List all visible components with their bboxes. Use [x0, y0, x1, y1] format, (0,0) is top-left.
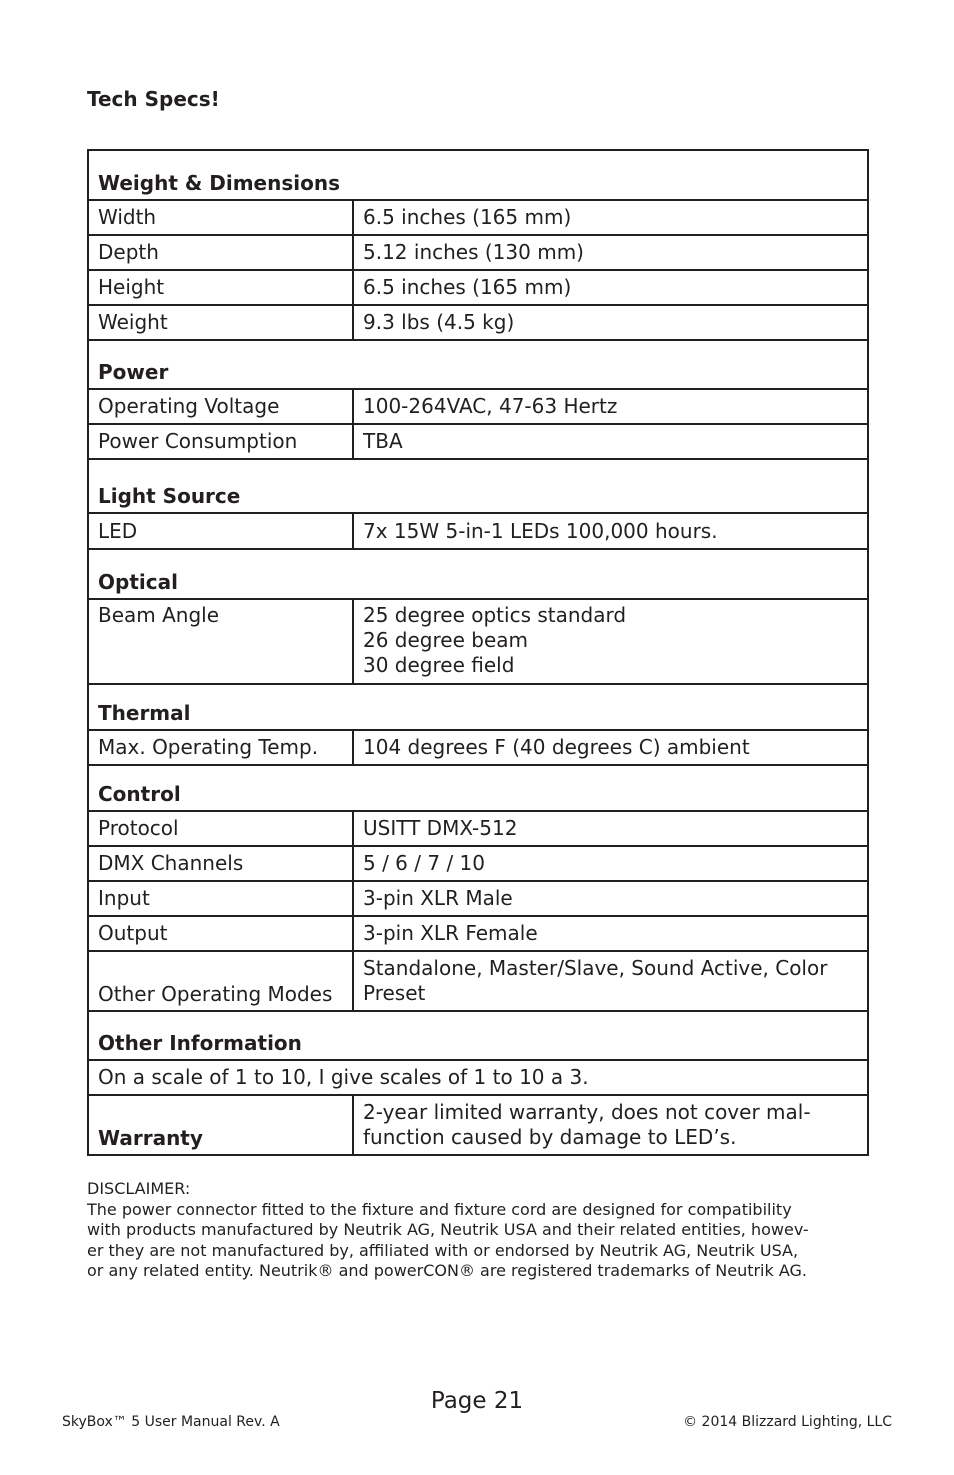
spec-label: LED: [88, 513, 353, 549]
table-row: [88, 1060, 868, 1095]
spec-value: 6.5 inches (165 mm): [353, 200, 868, 235]
table-row: [88, 200, 868, 235]
spec-label: Operating Voltage: [88, 389, 353, 424]
disclaimer-line: with products manufactured by Neutrik AG, Neutrik USA and their related entities, howev-: [87, 1220, 809, 1239]
value-line: function caused by damage to LED’s.: [363, 1125, 737, 1149]
section-row-light-source: [88, 459, 868, 513]
spec-label: Input: [88, 881, 353, 916]
value-line: 30 degree field: [363, 653, 515, 677]
table-row: [88, 305, 868, 340]
table-row: [88, 599, 868, 684]
section-row-control: [88, 765, 868, 811]
spec-label: Other Operating Modes: [88, 951, 353, 1011]
spec-label: Beam Angle: [88, 599, 353, 684]
section-title: Other Information: [88, 1011, 868, 1060]
value-line: Standalone, Master/Slave, Sound Active, Color: [363, 956, 828, 980]
spec-value: USITT DMX-512: [353, 811, 868, 846]
section-row-other-information: [88, 1011, 868, 1060]
section-title: Control: [88, 765, 868, 811]
page-heading: Tech Specs!: [87, 87, 220, 111]
table-row: [88, 881, 868, 916]
table-row: [88, 846, 868, 881]
section-title: Light Source: [88, 459, 868, 513]
spec-value: 7x 15W 5-in-1 LEDs 100,000 hours.: [353, 513, 868, 549]
spec-label: Weight: [88, 305, 353, 340]
table-row: [88, 513, 868, 549]
value-line: 25 degree optics standard: [363, 603, 627, 627]
spec-value: TBA: [353, 424, 868, 459]
spec-label: Output: [88, 916, 353, 951]
spec-label: Depth: [88, 235, 353, 270]
value-line: 26 degree beam: [363, 628, 528, 652]
spec-value: [353, 951, 868, 1011]
table-row: [88, 270, 868, 305]
disclaimer: [87, 1179, 877, 1282]
spec-label: Width: [88, 200, 353, 235]
spec-label: Protocol: [88, 811, 353, 846]
spec-value: 104 degrees F (40 degrees C) ambient: [353, 730, 868, 765]
table-row: [88, 811, 868, 846]
spec-label: Height: [88, 270, 353, 305]
spec-value: [353, 1095, 868, 1155]
disclaimer-line: er they are not manufactured by, affiliated with or endorsed by Neutrik AG, Neutrik USA,: [87, 1240, 799, 1260]
disclaimer-line: or any related entity. Neutrik® and powerCON® are registered trademarks of Neutrik AG.: [87, 1261, 807, 1280]
spec-value: 5 / 6 / 7 / 10: [353, 846, 868, 881]
section-title: Optical: [88, 549, 868, 599]
spec-value: 3-pin XLR Male: [353, 881, 868, 916]
spec-value: 6.5 inches (165 mm): [353, 270, 868, 305]
section-row-thermal: [88, 684, 868, 730]
spec-value: 5.12 inches (130 mm): [353, 235, 868, 270]
table-row: [88, 1095, 868, 1155]
spec-value: 100-264VAC, 47-63 Hertz: [353, 389, 868, 424]
value-line: 2-year limited warranty, does not cover mal-: [363, 1100, 811, 1124]
tech-specs-table: [87, 149, 869, 1156]
other-note: On a scale of 1 to 10, I give scales of 1 to 10 a 3.: [88, 1060, 868, 1095]
section-title: Weight & Dimensions: [88, 150, 868, 200]
table-row: [88, 424, 868, 459]
table-row: [88, 916, 868, 951]
spec-label: Warranty: [88, 1095, 353, 1155]
footer-copyright: © 2014 Blizzard Lighting, LLC: [683, 1414, 892, 1430]
table-row: [88, 389, 868, 424]
disclaimer-title: DISCLAIMER:: [87, 1179, 191, 1198]
spec-value: [353, 599, 868, 684]
spec-value: 3-pin XLR Female: [353, 916, 868, 951]
section-title: Power: [88, 340, 868, 389]
spec-label: Power Consumption: [88, 424, 353, 459]
value-line: Preset: [363, 981, 426, 1005]
section-row-optical: [88, 549, 868, 599]
spec-label: Max. Operating Temp.: [88, 730, 353, 765]
section-row-power: [88, 340, 868, 389]
table-row: [88, 730, 868, 765]
spec-value: 9.3 lbs (4.5 kg): [353, 305, 868, 340]
footer-manual-title: SkyBox™ 5 User Manual Rev. A: [62, 1414, 280, 1430]
disclaimer-line: The power connector fitted to the fixture and fixture cord are designed for compatibility: [87, 1199, 792, 1219]
table-row: [88, 951, 868, 1011]
section-title: Thermal: [88, 684, 868, 730]
spec-label: DMX Channels: [88, 846, 353, 881]
page-number: Page 21: [430, 1388, 524, 1414]
section-row-weight-dimensions: [88, 150, 868, 200]
table-row: [88, 235, 868, 270]
